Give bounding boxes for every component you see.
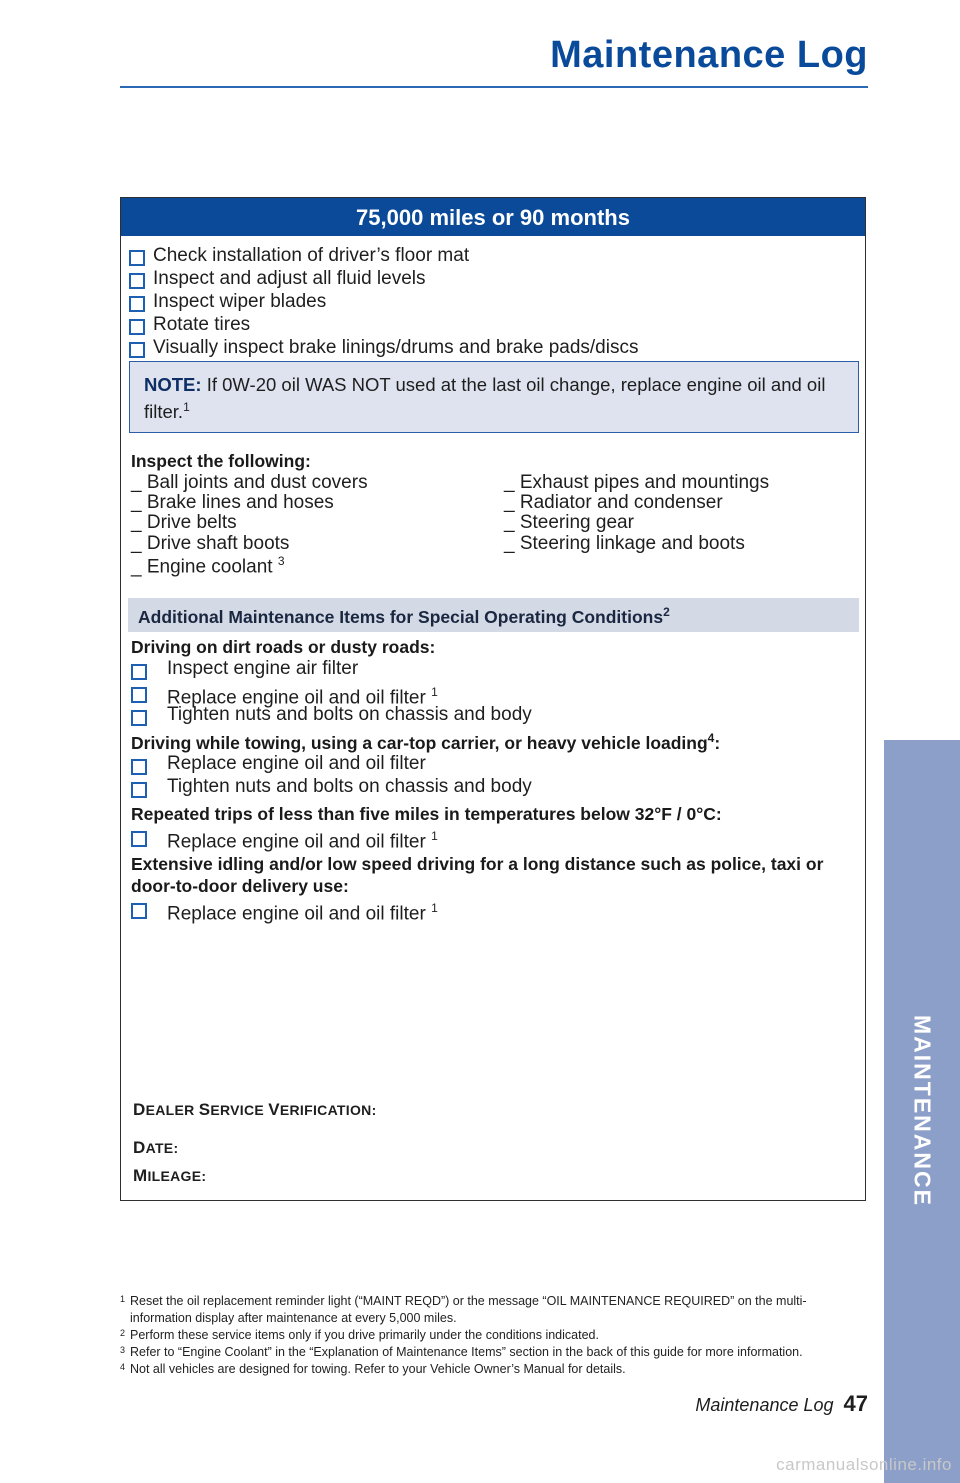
checkbox-icon[interactable] xyxy=(129,296,145,312)
condition-heading: door-to-door delivery use: xyxy=(131,876,349,896)
mileage-label: MILEAGE: xyxy=(133,1166,207,1185)
condition-heading: Extensive idling and/or low speed driving for a long distance such as police, taxi or xyxy=(131,854,824,874)
checkbox-icon[interactable] xyxy=(131,759,147,775)
inspect-item: _ Radiator and condenser xyxy=(504,492,723,513)
interval-header: 75,000 miles or 90 months xyxy=(121,198,865,236)
additional-maintenance-title: Additional Maintenance Items for Special Operating Conditions xyxy=(138,606,664,627)
checkbox-icon[interactable] xyxy=(131,687,147,703)
inspect-item: _ Steering linkage and boots xyxy=(504,533,745,554)
inspect-item: _ Steering gear xyxy=(504,512,634,533)
checkbox-icon[interactable] xyxy=(129,319,145,335)
condition-heading: Repeated trips of less than five miles in temperatures below 32°F / 0°C: xyxy=(131,804,722,824)
watermark: carmanualsonline.info xyxy=(776,1455,952,1474)
footnote: 3 Refer to “Engine Coolant” in the “Explanation of Maintenance Items” section in the back of this guide for more information. xyxy=(120,1345,803,1359)
inspect-item: _ Exhaust pipes and mountings xyxy=(504,472,770,493)
checkbox-icon[interactable] xyxy=(129,342,145,358)
additional-maintenance-bar: Additional Maintenance Items for Special Operating Conditions$^2$ xyxy=(128,598,859,632)
inspect-item: _ Drive shaft boots xyxy=(131,533,290,554)
inspect-item: _ Ball joints and dust covers xyxy=(131,472,368,493)
page-footer xyxy=(695,1391,868,1417)
note-footnote-ref: 1 xyxy=(183,400,190,414)
footnote: 1 Reset the oil replacement reminder light (“MAINT REQD”) or the message “OIL MAINTENANCE REQUIRED” on the multi-information display after maintenance at every 5,000 miles. xyxy=(120,1294,807,1325)
note-text: If 0W-20 oil WAS NOT used at the last oil change, replace engine oil and oil filter. xyxy=(144,374,826,423)
dealer-service-verification-label: DEALER SERVICE VERIFICATION: xyxy=(133,1100,377,1119)
checkbox-icon[interactable] xyxy=(131,831,147,847)
section-side-tab[interactable] xyxy=(884,740,960,1483)
checkbox-icon[interactable] xyxy=(129,250,145,266)
condition-heading: Driving on dirt roads or dusty roads: xyxy=(131,637,436,657)
inspect-item: _ Engine coolant $^3$ xyxy=(131,554,285,578)
footnotes xyxy=(120,1293,868,1378)
note-label: NOTE: xyxy=(144,374,202,395)
condition-heading: Driving while towing, using a car-top carrier, or heavy vehicle loading$^4$: xyxy=(131,731,721,753)
footnote: 4 Not all vehicles are designed for towing. Refer to your Vehicle Owner’s Manual for details. xyxy=(120,1362,626,1376)
title-rule xyxy=(120,86,868,88)
checkbox-icon[interactable] xyxy=(131,664,147,680)
inspect-item: _ Brake lines and hoses xyxy=(131,492,334,513)
page-title: Maintenance Log xyxy=(550,34,868,76)
checkbox-icon[interactable] xyxy=(129,273,145,289)
checkbox-icon[interactable] xyxy=(131,903,147,919)
note-box xyxy=(129,361,859,433)
checkbox-icon[interactable] xyxy=(131,710,147,726)
date-label: DATE: xyxy=(133,1138,179,1157)
page-number: 47 xyxy=(843,1391,868,1416)
inspect-heading: Inspect the following: xyxy=(131,451,311,471)
checkbox-icon[interactable] xyxy=(131,782,147,798)
maintenance-log-box: 75,000 miles or 90 months Check installation of driver’s floor mat Inspect and adjust all fluid levels Inspect wiper blades Rotate tires Visually inspect brake linings/drums and brake pads/discs NOTE: If 0W-20 oil WAS NOT used at the last oil change, replace engine oil and oil filter.$^1$ Inspect the following: _ Ball joints and dust covers _ Brake lines and hoses _ Drive belts _ Drive shaft boots _ Engine coolant $^3$ _ Exhaust pipes and mountings _ Radiator and condenser _ Steering gear _ Steering linkage and boots Additional Maintenance Items for Special Operating Conditions$^2$ Driving on dirt roads or dusty roads: Inspect engine air filter Replace engine oil and oil filter $^1$ Tighten nuts and bolts on chassis and body Driving while towing, using a car-top carrier, or heavy vehicle loading$^4$: Replace engine oil and oil filter Tighten nuts and bolts on chassis and body Repeated trips of less than five miles in temperatures below 32°F / 0°C: Replace engine oil and oil filter $^1$ Extensive idling and/or low speed driving for a long distance such as police, taxi or door-to-door delivery use: Replace engine oil and oil filter $^1$ DEALER SERVICE VERIFICATION: DATE: MILEAGE: xyxy=(120,197,866,1201)
inspect-item: _ Drive belts xyxy=(131,512,237,533)
footnote: 2 Perform these service items only if you drive primarily under the conditions indicated. xyxy=(120,1328,599,1342)
footer-section-name: Maintenance Log xyxy=(695,1395,834,1415)
side-tab-label: MAINTENANCE xyxy=(909,1015,936,1207)
